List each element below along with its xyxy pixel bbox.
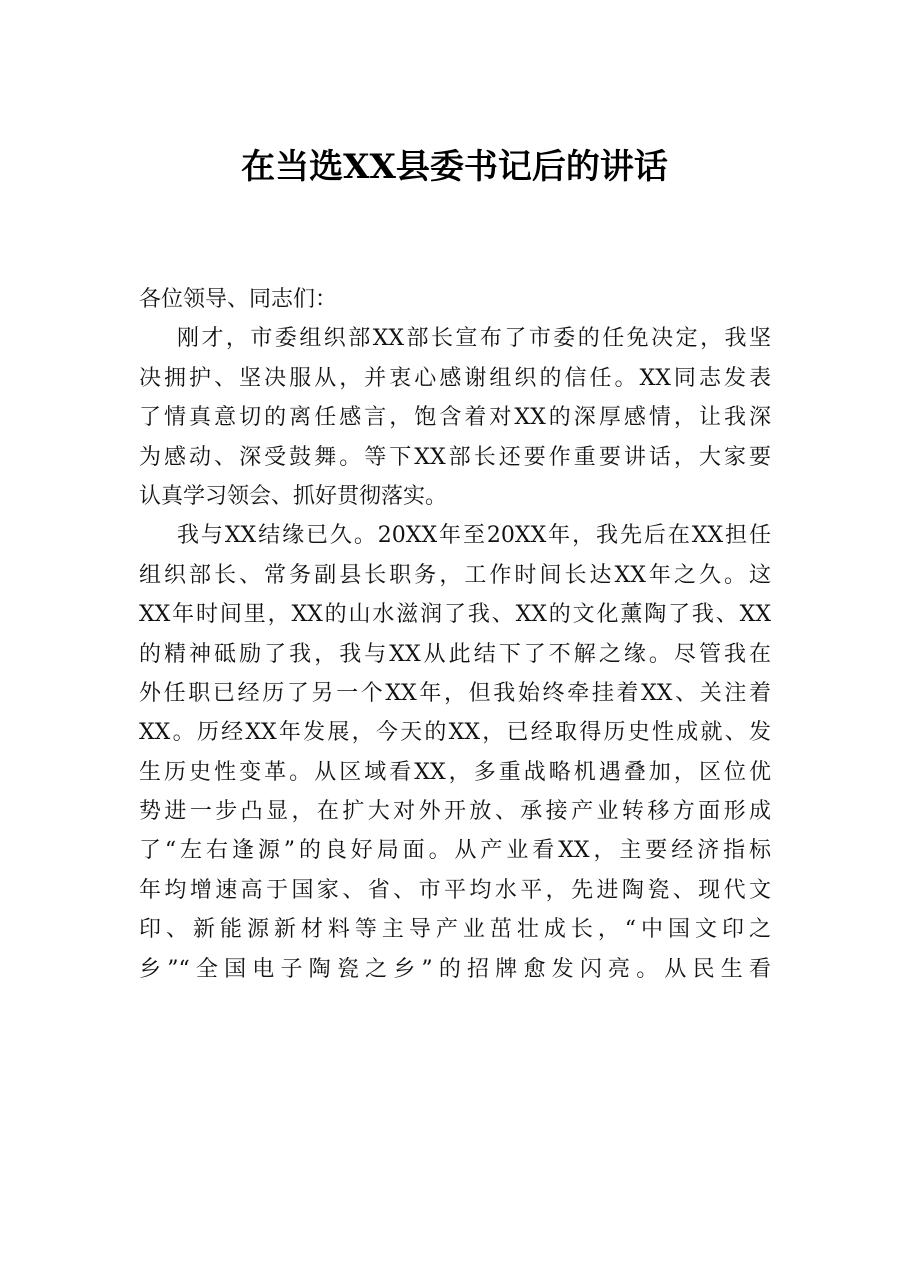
paragraph-line: 年均增速高于国家、省、市平均水平，先进陶瓷、现代文 <box>139 877 771 903</box>
paragraph-1 <box>139 319 771 516</box>
document-body <box>139 280 771 989</box>
paragraph-line: 了情真意切的离任感言，饱含着对XX的深厚感情，让我深 <box>139 405 771 431</box>
paragraph-line: 了“左右逢源”的良好局面。从产业看XX，主要经济指标 <box>139 838 771 864</box>
paragraph-line: 为感动、深受鼓舞。等下XX部长还要作重要讲话，大家要 <box>139 444 771 470</box>
paragraph-line: 我与XX结缘已久。20XX年至20XX年，我先后在XX担任 <box>177 523 771 549</box>
salutation: 各位领导、同志们： <box>139 287 338 312</box>
paragraph-line: XX。历经XX年发展，今天的XX，已经取得历史性成就、发 <box>139 720 771 746</box>
paragraph-line: 组织部长、常务副县长职务，工作时间长达XX年之久。这 <box>139 562 771 588</box>
paragraph-2 <box>139 516 771 989</box>
paragraph-line: 决拥护、坚决服从，并衷心感谢组织的信任。XX同志发表 <box>139 365 771 391</box>
paragraph-line: 生历史性变革。从区域看XX，多重战略机遇叠加，区位优 <box>139 759 771 785</box>
document-title: 在当选XX县委书记后的讲话 <box>241 147 668 187</box>
paragraph-line: XX年时间里，XX的山水滋润了我、XX的文化薰陶了我、XX <box>139 602 771 628</box>
paragraph-line: 刚才，市委组织部XX部长宣布了市委的任免决定，我坚 <box>177 326 771 352</box>
paragraph-line: 势进一步凸显，在扩大对外开放、承接产业转移方面形成 <box>139 799 771 825</box>
paragraph-line: 认真学习领会、抓好贯彻落实。 <box>139 483 448 509</box>
paragraph-line: 的精神砥励了我，我与XX从此结下了不解之缘。尽管我在 <box>139 641 771 667</box>
paragraph-line: 外任职已经历了另一个XX年，但我始终牵挂着XX、关注着 <box>139 680 771 706</box>
paragraph-line: 乡”“全国电子陶瓷之乡”的招牌愈发闪亮。从民生看 <box>139 956 771 982</box>
paragraph-line: 印、新能源新材料等主导产业茁壮成长，“中国文印之 <box>139 917 771 943</box>
